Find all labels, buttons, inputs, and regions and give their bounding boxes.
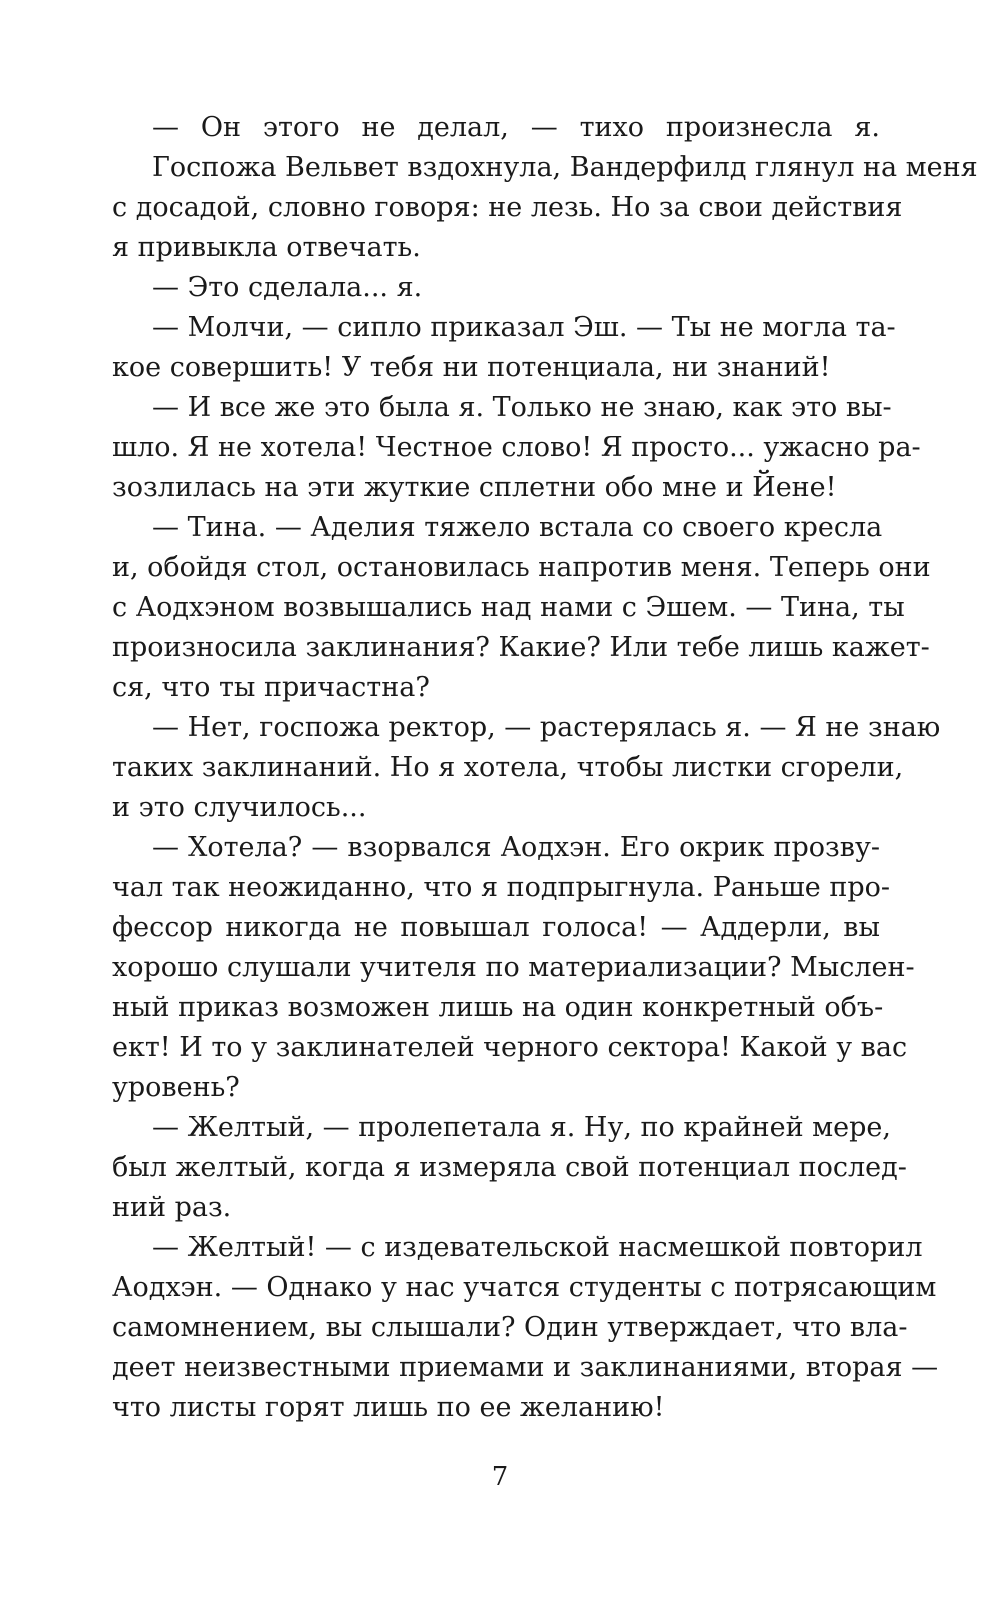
text-line: зозлилась на эти жуткие сплетни обо мне и Йене! xyxy=(112,472,837,503)
text-line: ний раз. xyxy=(112,1192,232,1223)
text-line: и это случилось... xyxy=(112,792,367,823)
text-line: я привыкла отвечать. xyxy=(112,232,421,263)
text-line: что листы горят лишь по ее желанию! xyxy=(112,1392,665,1423)
body-text xyxy=(112,108,978,1428)
text-line: хорошо слушали учителя по материализации? Мыслен- xyxy=(112,952,915,983)
text-line: — Тина. — Аделия тяжело встала со своего кресла xyxy=(152,512,883,543)
text-line: был желтый, когда я измеряла свой потенциал послед- xyxy=(112,1152,907,1183)
text-line: — Он этого не делал, — тихо произнесла я. xyxy=(152,112,880,143)
text-line: ный приказ возможен лишь на один конкретный объ- xyxy=(112,992,884,1023)
text-line: — Нет, госпожа ректор, — растерялась я. — Я не знаю xyxy=(152,712,941,743)
text-line: шло. Я не хотела! Честное слово! Я просто... ужасно ра- xyxy=(112,432,921,463)
text-line: произносила заклинания? Какие? Или тебе лишь кажет- xyxy=(112,632,930,663)
text-line: деет неизвестными приемами и заклинаниями, вторая — xyxy=(112,1352,939,1383)
text-line: чал так неожиданно, что я подпрыгнула. Раньше про- xyxy=(112,872,890,903)
text-line: фессор никогда не повышал голоса! — Аддерли, вы xyxy=(112,912,880,943)
text-line: — Молчи, — сипло приказал Эш. — Ты не могла та- xyxy=(152,312,896,343)
text-line: Аодхэн. — Однако у нас учатся студенты с потрясающим xyxy=(112,1272,937,1303)
text-line: — И все же это была я. Только не знаю, как это вы- xyxy=(152,392,892,423)
text-line: — Желтый! — с издевательской насмешкой повторил xyxy=(152,1232,923,1263)
text-line: таких заклинаний. Но я хотела, чтобы листки сгорели, xyxy=(112,752,904,783)
text-line: ект! И то у заклинателей черного сектора! Какой у вас xyxy=(112,1032,908,1063)
text-line: — Желтый, — пролепетала я. Ну, по крайней мере, xyxy=(152,1112,891,1143)
text-line: с досадой, словно говоря: не лезь. Но за свои действия xyxy=(112,192,903,223)
text-line: — Это сделала... я. xyxy=(152,272,423,303)
text-line: уровень? xyxy=(112,1072,240,1103)
text-line: с Аодхэном возвышались над нами с Эшем. — Тина, ты xyxy=(112,592,905,623)
text-line: — Хотела? — взорвался Аодхэн. Его окрик прозву- xyxy=(152,832,880,863)
text-line: кое совершить! У тебя ни потенциала, ни знаний! xyxy=(112,352,831,383)
page-number: 7 xyxy=(491,1462,509,1492)
text-line: ся, что ты причастна? xyxy=(112,672,430,703)
text-line: самомнением, вы слышали? Один утверждает, что вла- xyxy=(112,1312,908,1343)
text-line: Госпожа Вельвет вздохнула, Вандерфилд глянул на меня xyxy=(152,152,978,183)
text-line: и, обойдя стол, остановилась напротив меня. Теперь они xyxy=(112,552,931,583)
